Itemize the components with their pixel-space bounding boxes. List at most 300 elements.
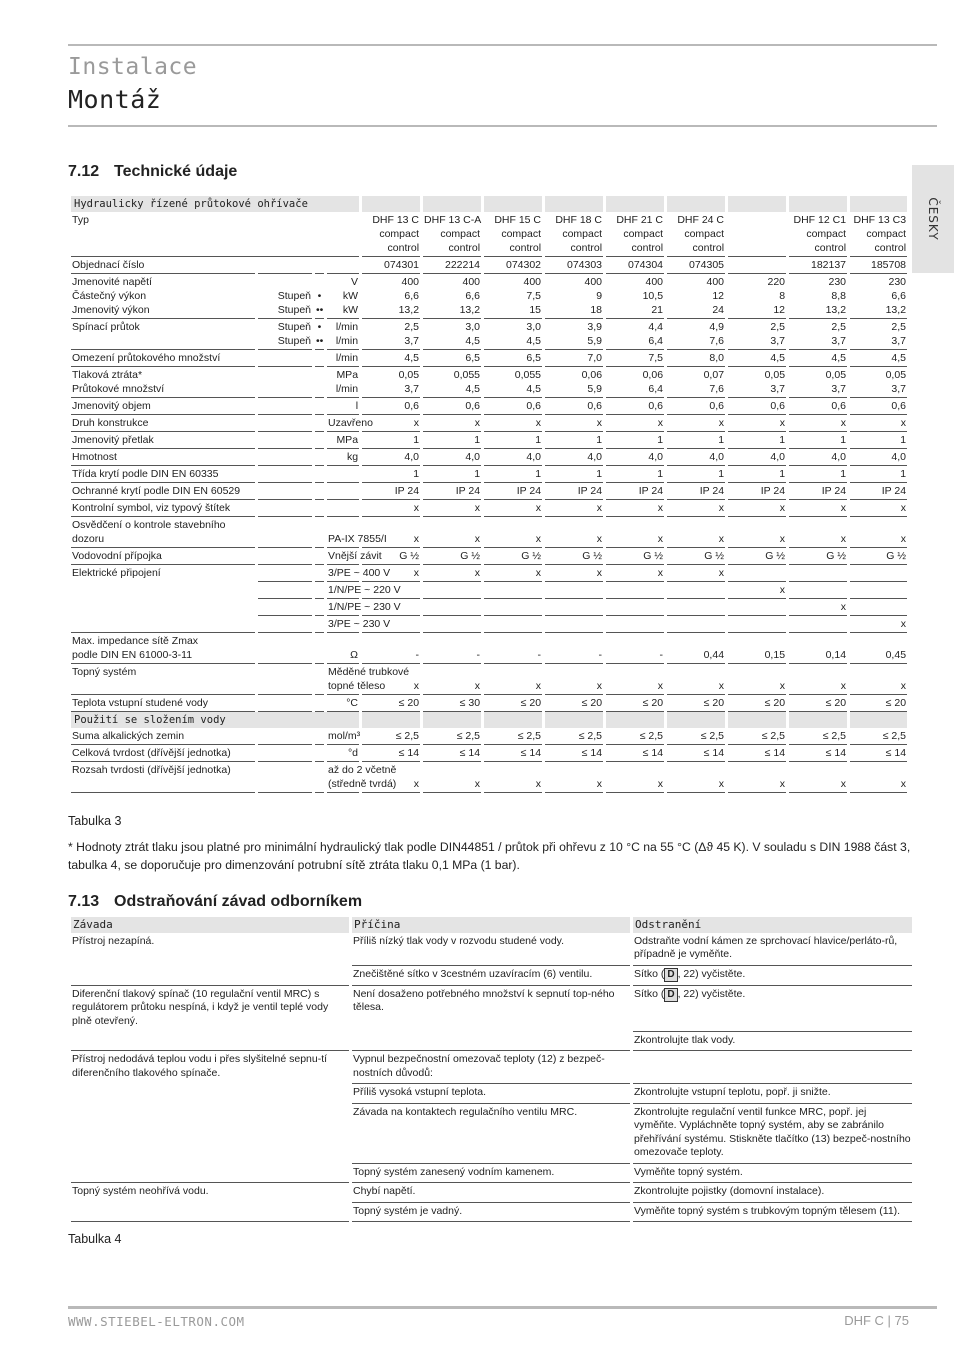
value-cell	[606, 616, 664, 633]
row-dot	[315, 350, 324, 367]
type-label: Typ	[71, 212, 359, 257]
value-cell: 0,45	[850, 633, 907, 664]
value-cell: 1	[362, 432, 420, 449]
value-cell: ≤ 2,5	[667, 728, 725, 745]
table-row	[71, 599, 907, 616]
row-unit: MPa	[327, 432, 359, 449]
value-cell: -	[606, 633, 664, 664]
row-label: Osvědčení o kontrole stavebního dozoru	[71, 517, 255, 548]
value-cell: 0,07 7,6	[667, 367, 725, 398]
fault-cell	[71, 966, 349, 986]
value-cell: ≤ 2,5	[606, 728, 664, 745]
value-cell	[728, 257, 786, 274]
row-label: Celková tvrdost (dřívější jednotka)	[71, 745, 255, 762]
group-header-cell	[789, 712, 847, 728]
table-row	[71, 762, 907, 793]
row-label: Třída krytí podle DIN EN 60335	[71, 466, 255, 483]
fix-cell: Zkontrolujte vstupní teplotu, popř. ji snižte.	[633, 1084, 912, 1104]
value-cell: 222214	[423, 257, 481, 274]
row-label: Spínací průtok	[71, 319, 255, 350]
group-header-cell	[606, 196, 664, 212]
value-cell: G ½	[606, 548, 664, 565]
value-cell: IP 24	[484, 483, 542, 500]
language-tab: ČESKY	[912, 165, 954, 273]
value-cell: 230 6,6 13,2	[850, 274, 907, 319]
row-unit: l	[327, 398, 359, 415]
row-label: Kontrolní symbol, viz typový štítek	[71, 500, 255, 517]
header-bottom-rule	[68, 125, 937, 127]
value-cell: 0,05 3,7	[728, 367, 786, 398]
row-dot	[315, 548, 324, 565]
value-cell: x	[728, 517, 786, 548]
value-cell: x	[667, 664, 725, 695]
table-row	[71, 398, 907, 415]
cause-cell: Vypnul bezpečnostní omezovač teploty (12) z bezpeč-nostních důvodů:	[352, 1051, 630, 1084]
value-cell: 400 10,5 21	[606, 274, 664, 319]
value-cell	[850, 599, 907, 616]
value-cell	[545, 599, 603, 616]
value-cell: 4,0	[484, 449, 542, 466]
value-cell: 4,5	[789, 350, 847, 367]
row-label: Druh konstrukce	[71, 415, 255, 432]
value-cell: 1	[667, 432, 725, 449]
group-header-hydraulic-label: Hydraulicky řízené průtokové ohřívače	[71, 196, 359, 212]
value-cell	[606, 582, 664, 599]
row-sub	[258, 500, 312, 517]
value-cell: x	[789, 415, 847, 432]
value-cell: ≤ 20	[362, 695, 420, 712]
footnote: * Hodnoty ztrát tlaku jsou platné pro minimální hydraulický tlak podle DIN44851 / průtok při ohřevu z 10 °C na 55 °C (Δϑ 45 K). V souladu s DIN 1988 část 3, tabulka 4, se doporučuje pro dimenzování potrubní sítě ztráta tlaku 0,1 MPa (1 bar).	[68, 840, 911, 872]
row-label: Teplota vstupní studené vody	[71, 695, 255, 712]
group-header-cell	[484, 712, 542, 728]
row-label: Vodovodní přípojka	[71, 548, 255, 565]
value-cell: 0,6	[362, 398, 420, 415]
value-cell: 2,5 3,7	[789, 319, 847, 350]
row-label: Ochranné krytí podle DIN EN 60529	[71, 483, 255, 500]
row-sub	[258, 483, 312, 500]
value-cell: 4,4 6,4	[606, 319, 664, 350]
value-cell: IP 24	[545, 483, 603, 500]
row-dot	[315, 466, 324, 483]
value-cell: x	[606, 500, 664, 517]
row-dot	[315, 664, 324, 695]
row-label: Jmenovitý objem	[71, 398, 255, 415]
row-unit: l/min	[327, 350, 359, 367]
value-cell: x	[789, 664, 847, 695]
value-cell: ≤ 14	[728, 745, 786, 762]
value-cell: 185708	[850, 257, 907, 274]
value-cell: IP 24	[728, 483, 786, 500]
value-cell: IP 24	[362, 483, 420, 500]
value-cell: 4,0	[850, 449, 907, 466]
value-cell: x	[850, 616, 907, 633]
value-cell: ≤ 30	[423, 695, 481, 712]
value-cell	[667, 599, 725, 616]
row-sub	[258, 745, 312, 762]
value-cell	[728, 565, 786, 582]
table-row	[71, 257, 907, 274]
table-row	[71, 745, 907, 762]
fault-cell: Topný systém neohřívá vodu.	[72, 1185, 209, 1197]
group-header-water-label: Použití se složením vody	[71, 712, 359, 728]
group-header-cell	[362, 712, 420, 728]
value-cell: 074303	[545, 257, 603, 274]
value-cell: 0,055 4,5	[423, 367, 481, 398]
row-dot	[315, 582, 324, 599]
row-sub	[258, 466, 312, 483]
value-cell: 400 6,6 13,2	[362, 274, 420, 319]
value-cell	[484, 616, 542, 633]
value-cell: ≤ 2,5	[423, 728, 481, 745]
value-cell: 400 9 18	[545, 274, 603, 319]
group-header-cell	[667, 712, 725, 728]
value-cell: 1	[789, 466, 847, 483]
value-cell: x	[606, 664, 664, 695]
value-cell: 1	[850, 432, 907, 449]
row-sub	[258, 664, 312, 695]
row-unit	[327, 257, 359, 274]
value-cell	[789, 565, 847, 582]
table-row	[71, 664, 907, 695]
value-cell: ≤ 20	[728, 695, 786, 712]
value-cell: 7,5	[606, 350, 664, 367]
header-row	[71, 917, 912, 933]
value-cell: ≤ 14	[484, 745, 542, 762]
value-cell: 074305	[667, 257, 725, 274]
header-top-rule	[68, 44, 937, 46]
row-unit: °C	[327, 695, 359, 712]
value-cell: x	[789, 517, 847, 548]
value-cell: ≤ 2,5	[484, 728, 542, 745]
row-sub	[258, 565, 312, 582]
row-dot	[315, 695, 324, 712]
value-cell: x	[362, 415, 420, 432]
row-label: Tlaková ztráta* Průtokové množství	[71, 367, 255, 398]
value-cell: 1	[545, 466, 603, 483]
value-cell: G ½	[484, 548, 542, 565]
group-header-cell	[789, 196, 847, 212]
model-header: DHF 24 C compact control	[667, 212, 725, 257]
table-row	[71, 449, 907, 466]
row-label: Max. impedance sítě Zmax podle DIN EN 61000-3-11	[71, 633, 255, 664]
value-cell: x	[362, 762, 420, 793]
value-cell: x	[850, 500, 907, 517]
row-dot	[315, 367, 324, 398]
value-cell	[484, 599, 542, 616]
fault-cell	[71, 1203, 349, 1223]
footer-url: WWW.STIEBEL-ELTRON.COM	[68, 1314, 245, 1329]
model-header: DHF 13 C-A compact control	[423, 212, 481, 257]
fault-cell	[71, 1164, 349, 1184]
row-label: Elektrické připojení	[72, 567, 161, 579]
row-dot	[315, 500, 324, 517]
value-cell: 3,0 4,5	[423, 319, 481, 350]
table-4-caption: Tabulka 4	[68, 1232, 122, 1246]
value-cell: 0,6	[606, 398, 664, 415]
table-row	[71, 548, 907, 565]
troubleshooting-table	[68, 917, 915, 1222]
value-cell	[484, 582, 542, 599]
value-cell: G ½	[667, 548, 725, 565]
table-row	[71, 633, 907, 664]
value-cell: ≤ 2,5	[728, 728, 786, 745]
value-cell: x	[606, 517, 664, 548]
row-unit: Měděné trubkové topné těleso	[327, 664, 359, 695]
value-cell	[667, 616, 725, 633]
value-cell: x	[423, 565, 481, 582]
row-unit: mol/m³	[327, 728, 359, 745]
table-row	[71, 367, 907, 398]
table-row	[71, 582, 907, 599]
value-cell: ≤ 20	[667, 695, 725, 712]
value-cell: x	[484, 415, 542, 432]
value-cell: 0,06 5,9	[545, 367, 603, 398]
row-label: Jmenovitý přetlak	[71, 432, 255, 449]
value-cell: 1	[850, 466, 907, 483]
model-header: DHF 12 C1 compact control	[789, 212, 847, 257]
row-sub	[258, 728, 312, 745]
fault-cell	[71, 1084, 349, 1104]
value-cell: 1	[606, 466, 664, 483]
value-cell: 4,5	[850, 350, 907, 367]
value-cell: 400 7,5 15	[484, 274, 542, 319]
value-cell: ≤ 20	[850, 695, 907, 712]
fault-cell: Diferenční tlakový spínač (10 regulační ventil MRC) s regulátorem průtoku nespíná, i když je ventil teplé vody plně otevřený.	[72, 987, 329, 1027]
value-cell	[728, 599, 786, 616]
fix-cell: Zkontrolujte tlak vody.	[633, 1032, 912, 1052]
table-row	[71, 319, 907, 350]
value-cell: x	[545, 762, 603, 793]
value-cell: ≤ 2,5	[545, 728, 603, 745]
cause-cell	[352, 1032, 630, 1052]
table-row	[71, 616, 907, 633]
value-cell: 6,5	[423, 350, 481, 367]
fix-cell: Zkontrolujte pojistky (domovní instalace).	[633, 1183, 912, 1203]
value-cell: 4,5	[362, 350, 420, 367]
value-cell: 220 8 12	[728, 274, 786, 319]
value-cell: x	[484, 762, 542, 793]
value-cell: 0,05 3,7	[850, 367, 907, 398]
group-header-cell	[728, 196, 786, 212]
value-cell: x	[362, 517, 420, 548]
value-cell: IP 24	[423, 483, 481, 500]
value-cell: 400 6,6 13,2	[423, 274, 481, 319]
fault-cell	[71, 1104, 349, 1164]
row-dot	[315, 483, 324, 500]
value-cell: 0,15	[728, 633, 786, 664]
value-cell: 4,9 7,6	[667, 319, 725, 350]
table-row	[71, 966, 912, 986]
row-label: Omezení průtokového množství	[71, 350, 255, 367]
value-cell: x	[545, 415, 603, 432]
value-cell: 182137	[789, 257, 847, 274]
page-title: Montáž	[68, 85, 162, 114]
value-cell: x	[484, 565, 542, 582]
value-cell: 074302	[484, 257, 542, 274]
value-cell: x	[850, 762, 907, 793]
value-cell: 4,0	[545, 449, 603, 466]
cause-cell: Chybí napětí.	[352, 1183, 630, 1203]
value-cell: 1	[484, 466, 542, 483]
value-cell: ≤ 2,5	[789, 728, 847, 745]
cause-cell: Znečištěné sítko v 3cestném uzavíracím (6) ventilu.	[352, 966, 630, 986]
group-header-cell	[423, 712, 481, 728]
fix-cell: Sítko ( D , 22) vyčistěte.	[633, 986, 912, 1032]
value-cell	[423, 582, 481, 599]
value-cell: 0,05 3,7	[789, 367, 847, 398]
row-sub	[258, 599, 312, 616]
table-row	[71, 565, 907, 582]
value-cell: x	[728, 762, 786, 793]
value-cell: IP 24	[667, 483, 725, 500]
value-cell: 4,0	[728, 449, 786, 466]
value-cell: 4,0	[667, 449, 725, 466]
table-3-caption: Tabulka 3	[68, 814, 122, 828]
row-dot	[315, 398, 324, 415]
row-unit: l/min l/min	[327, 319, 359, 350]
value-cell: x	[728, 664, 786, 695]
value-cell: 3,0 4,5	[484, 319, 542, 350]
value-cell: 2,5 3,7	[362, 319, 420, 350]
group-header-cell	[545, 712, 603, 728]
footer-rule	[68, 1306, 937, 1309]
table-row	[71, 350, 907, 367]
model-header: DHF 15 C compact control	[484, 212, 542, 257]
fix-cell: Vyměňte topný systém.	[633, 1164, 912, 1184]
value-cell: 1	[789, 432, 847, 449]
value-cell: 0,6	[850, 398, 907, 415]
row-sub	[258, 582, 312, 599]
value-cell: ≤ 14	[423, 745, 481, 762]
value-cell: G ½	[545, 548, 603, 565]
row-dot	[315, 257, 324, 274]
value-cell: x	[606, 762, 664, 793]
value-cell: ≤ 20	[545, 695, 603, 712]
row-unit: Vnější závit	[327, 548, 359, 565]
row-label	[71, 599, 255, 616]
value-cell: x	[850, 517, 907, 548]
value-cell: 1	[545, 432, 603, 449]
value-cell: ≤ 14	[545, 745, 603, 762]
value-cell: ≤ 14	[606, 745, 664, 762]
group-header-cell	[545, 196, 603, 212]
value-cell	[423, 616, 481, 633]
value-cell: 1	[423, 432, 481, 449]
value-cell: x	[423, 415, 481, 432]
table-row	[71, 986, 912, 1032]
cause-cell: Příliš nízký tlak vody v rozvodu studené vody.	[352, 933, 630, 966]
table-row	[71, 695, 907, 712]
row-sub	[258, 633, 312, 664]
value-cell: x	[423, 517, 481, 548]
value-cell: x	[362, 565, 420, 582]
table-row	[71, 1084, 912, 1104]
row-label: Jmenovité napětí Částečný výkon Jmenovitý výkon	[71, 274, 255, 319]
value-cell: 1	[728, 466, 786, 483]
value-cell	[728, 616, 786, 633]
value-cell: 2,5 3,7	[850, 319, 907, 350]
value-cell	[850, 582, 907, 599]
row-unit	[327, 466, 359, 483]
value-cell: x	[545, 565, 603, 582]
row-dot	[315, 565, 324, 582]
value-cell	[545, 616, 603, 633]
value-cell: 074301	[362, 257, 420, 274]
header-section: Instalace	[68, 54, 198, 80]
row-unit: až do 2 včetně (středně tvrdá)	[327, 762, 359, 793]
value-cell: G ½	[728, 548, 786, 565]
row-unit	[327, 483, 359, 500]
row-dot	[315, 599, 324, 616]
fix-cell: Odstraňte vodní kámen ze sprchovací hlavice/perláto-rů, případně je vyměňte.	[633, 933, 912, 966]
value-cell: x	[362, 500, 420, 517]
row-label	[71, 582, 255, 599]
value-cell: -	[362, 633, 420, 664]
model-header: DHF 13 C3 compact control	[850, 212, 907, 257]
value-cell: 0,14	[789, 633, 847, 664]
fix-cell: Sítko ( D , 22) vyčistěte.	[633, 966, 912, 986]
value-cell: 0,05 3,7	[362, 367, 420, 398]
row-dot	[315, 728, 324, 745]
value-cell: 3,9 5,9	[545, 319, 603, 350]
value-cell: ≤ 20	[484, 695, 542, 712]
technical-data-table	[68, 196, 910, 793]
value-cell: x	[484, 664, 542, 695]
value-cell: 0,6	[545, 398, 603, 415]
value-cell: x	[606, 415, 664, 432]
value-cell: x	[667, 415, 725, 432]
row-sub	[258, 398, 312, 415]
column-header: Odstranění	[633, 917, 912, 933]
value-cell: 1	[606, 432, 664, 449]
cause-cell: Topný systém je vadný.	[352, 1203, 630, 1223]
value-cell: -	[423, 633, 481, 664]
value-cell: 1	[728, 432, 786, 449]
row-unit: 1/N/PE ~ 220 V	[327, 582, 359, 599]
value-cell: 0,055 4,5	[484, 367, 542, 398]
group-header-cell	[362, 196, 420, 212]
group-header-hydraulic	[71, 196, 907, 212]
value-cell: x	[484, 500, 542, 517]
row-dot	[315, 745, 324, 762]
cause-cell: Závada na kontaktech regulačního ventilu MRC.	[352, 1104, 630, 1164]
value-cell: x	[667, 517, 725, 548]
value-cell: 1	[484, 432, 542, 449]
value-cell: ≤ 2,5	[362, 728, 420, 745]
row-unit: Ω	[327, 633, 359, 664]
value-cell: 0,6	[423, 398, 481, 415]
value-cell: 1	[362, 466, 420, 483]
value-cell: x	[606, 565, 664, 582]
row-unit: V kW kW	[327, 274, 359, 319]
row-dot	[315, 415, 324, 432]
value-cell	[423, 599, 481, 616]
value-cell: ≤ 20	[606, 695, 664, 712]
row-unit: 3/PE ~ 400 V	[327, 565, 359, 582]
value-cell: 0,6	[484, 398, 542, 415]
table-row	[71, 1203, 912, 1223]
fix-cell	[633, 1051, 912, 1084]
table-row	[71, 728, 907, 745]
value-cell: 4,0	[789, 449, 847, 466]
value-cell: x	[545, 517, 603, 548]
table-row	[71, 1032, 912, 1052]
column-header: Příčina	[352, 917, 630, 933]
value-cell: 0,06 6,4	[606, 367, 664, 398]
row-unit: 1/N/PE ~ 230 V	[327, 599, 359, 616]
table-row	[71, 500, 907, 517]
value-cell: x	[484, 517, 542, 548]
